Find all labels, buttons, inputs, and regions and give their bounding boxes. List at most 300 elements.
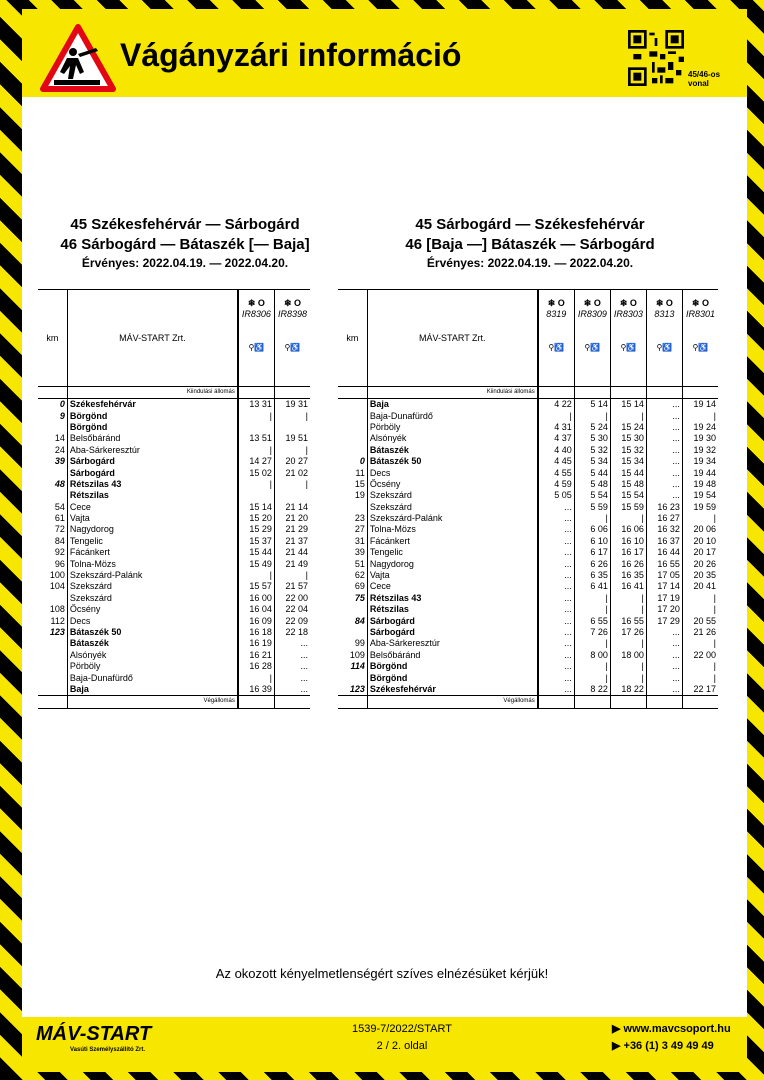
station-name: Szekszárd-Palánk xyxy=(369,513,443,524)
time-cell: 19 31 xyxy=(274,399,310,411)
time-cell: ... xyxy=(274,638,310,649)
time-cell: 16 35 xyxy=(610,570,646,581)
time-cell: | xyxy=(274,445,310,456)
time-cell xyxy=(538,696,575,708)
km-cell: 15 xyxy=(338,479,367,490)
station-name: Őcsény xyxy=(369,478,401,489)
station-name: Baja-Dunafürdő xyxy=(369,410,433,421)
timetable-row xyxy=(338,650,718,661)
time-cell: 16 32 xyxy=(646,524,682,535)
time-cell: 16 41 xyxy=(610,581,646,592)
station-name: Bátaszék xyxy=(369,444,409,455)
timetable-row xyxy=(38,570,310,581)
timetable-row xyxy=(38,581,310,592)
time-cell: 8 00 xyxy=(574,650,610,661)
time-cell: 16 55 xyxy=(646,558,682,569)
time-cell: 16 18 xyxy=(238,627,275,638)
page-number: 2 / 2. oldal xyxy=(376,1040,428,1052)
timetable-row xyxy=(38,445,310,456)
timetable-row xyxy=(38,650,310,661)
km-cell xyxy=(38,650,67,661)
time-cell: 5 34 xyxy=(574,456,610,467)
time-cell: 16 37 xyxy=(646,536,682,547)
time-cell: 8 22 xyxy=(574,684,610,696)
station-name: Pörböly xyxy=(369,421,401,432)
time-cell: ... xyxy=(646,650,682,661)
time-cell: ... xyxy=(538,661,575,672)
time-cell: 13 51 xyxy=(238,433,275,444)
time-cell: 15 14 xyxy=(610,399,646,411)
km-cell xyxy=(38,467,67,478)
station-name: Aba-Sárkeresztúr xyxy=(369,638,440,649)
time-cell: 4 40 xyxy=(538,445,575,456)
time-cell: 16 04 xyxy=(238,604,275,615)
time-cell: ... xyxy=(646,638,682,649)
timetable-row xyxy=(38,467,310,478)
right-timetable xyxy=(338,289,718,709)
time-cell: | xyxy=(610,593,646,604)
time-cell: 16 06 xyxy=(610,524,646,535)
mav-start-logo: MÁV-START xyxy=(36,1023,152,1045)
km-cell: 104 xyxy=(38,581,67,592)
time-cell: 6 55 xyxy=(574,615,610,626)
station-name: Belsőbáránd xyxy=(369,649,421,660)
km-cell: 112 xyxy=(38,615,67,626)
timetable-row xyxy=(338,593,718,604)
station-name: Sárbogárd xyxy=(369,627,415,637)
station-name: Sárbogárd xyxy=(69,456,115,467)
km-cell: 9 xyxy=(38,410,67,421)
km-cell xyxy=(38,696,67,708)
time-cell: 15 48 xyxy=(610,479,646,490)
km-cell: 92 xyxy=(38,547,67,558)
time-cell: 21 29 xyxy=(274,524,310,535)
time-cell xyxy=(274,422,310,433)
station-name: Szekszárd-Palánk xyxy=(69,570,143,581)
end-station-label: Végállomás xyxy=(367,696,537,708)
time-cell: ... xyxy=(538,684,575,696)
station-name: Tengelic xyxy=(369,547,403,558)
time-cell: 15 44 xyxy=(610,467,646,478)
timetable-row xyxy=(338,467,718,478)
roadwork-warning-icon xyxy=(40,24,116,92)
km-cell: 0 xyxy=(338,456,367,467)
station-name: Decs xyxy=(69,615,91,626)
time-cell xyxy=(682,387,718,399)
time-cell: 22 00 xyxy=(682,650,718,661)
km-cell: 123 xyxy=(338,684,367,696)
time-cell: 14 27 xyxy=(238,456,275,467)
train-number: IR8309 xyxy=(577,309,607,319)
km-cell: 123 xyxy=(38,627,67,638)
timetable-row xyxy=(338,410,718,421)
station-name: Szekszárd xyxy=(369,501,412,512)
left-timetable xyxy=(38,289,310,709)
train-number-header xyxy=(682,290,718,387)
timetable-row xyxy=(38,604,310,615)
time-cell: 19 51 xyxy=(274,433,310,444)
time-cell: 16 09 xyxy=(238,615,275,626)
time-cell: 6 10 xyxy=(574,536,610,547)
station-name: Rétszilas 43 xyxy=(369,592,422,603)
time-cell: 16 28 xyxy=(238,661,275,672)
timetable-row xyxy=(38,422,310,433)
time-cell xyxy=(538,387,575,399)
train-number-header xyxy=(238,290,275,387)
snowflake-icon: ❄ O xyxy=(655,298,673,308)
timetable-row xyxy=(38,410,310,421)
timetable-row xyxy=(338,604,718,615)
time-cell: ... xyxy=(538,581,575,592)
time-cell: 15 49 xyxy=(238,558,275,569)
station-name: Szekszárd xyxy=(69,592,112,603)
train-number: IR8301 xyxy=(685,309,715,319)
time-cell: 16 26 xyxy=(610,558,646,569)
bike-accessible-icon: ⚲♿ xyxy=(548,343,565,352)
time-cell: ... xyxy=(538,524,575,535)
train-number: IR8306 xyxy=(241,309,271,319)
time-cell: ... xyxy=(646,422,682,433)
station-name: Tengelic xyxy=(69,535,103,546)
train-number: IR8398 xyxy=(277,309,307,319)
km-cell xyxy=(338,672,367,683)
operator-header: MÁV-START Zrt. xyxy=(67,290,238,387)
timetable-row xyxy=(38,672,310,683)
timetable-row xyxy=(338,490,718,501)
timetable-row xyxy=(338,627,718,638)
time-cell: ... xyxy=(538,615,575,626)
train-number-header xyxy=(274,290,310,387)
timetable-row xyxy=(338,479,718,490)
timetable-row xyxy=(338,558,718,569)
train-number: IR8303 xyxy=(613,309,643,319)
time-cell: 15 32 xyxy=(610,445,646,456)
station-name: Szekszárd xyxy=(69,581,112,592)
time-cell: ... xyxy=(538,547,575,558)
timetable-row xyxy=(338,502,718,513)
time-cell: 4 59 xyxy=(538,479,575,490)
timetable-row xyxy=(38,638,310,649)
time-cell: ... xyxy=(646,479,682,490)
operator-header: MÁV-START Zrt. xyxy=(367,290,537,387)
timetable-row xyxy=(38,433,310,444)
timetable-row xyxy=(38,547,310,558)
snowflake-icon: ❄ O xyxy=(691,298,709,308)
timetable-row xyxy=(338,615,718,626)
time-cell: ... xyxy=(538,502,575,513)
time-cell: 6 26 xyxy=(574,558,610,569)
time-cell: | xyxy=(574,661,610,672)
time-cell: 19 44 xyxy=(682,467,718,478)
bike-accessible-icon: ⚲♿ xyxy=(248,343,265,352)
logo-subtitle: Vasúti Személyszállító Zrt. xyxy=(70,1047,146,1053)
time-cell: 5 59 xyxy=(574,502,610,513)
km-header: km xyxy=(38,290,67,387)
time-cell xyxy=(238,387,275,399)
time-cell: ... xyxy=(274,661,310,672)
train-number-header xyxy=(538,290,575,387)
time-cell: | xyxy=(610,672,646,683)
snowflake-icon: ❄ O xyxy=(583,298,601,308)
time-cell: 15 59 xyxy=(610,502,646,513)
time-cell: 18 22 xyxy=(610,684,646,696)
time-cell: 19 48 xyxy=(682,479,718,490)
train-number: 8319 xyxy=(546,309,567,319)
time-cell: 6 35 xyxy=(574,570,610,581)
km-cell xyxy=(38,672,67,683)
timetable-row xyxy=(338,661,718,672)
km-cell: 61 xyxy=(38,513,67,524)
time-cell: 22 09 xyxy=(274,615,310,626)
km-cell: 23 xyxy=(338,513,367,524)
station-name: Nagydorog xyxy=(369,558,414,569)
station-name: Decs xyxy=(369,467,391,478)
km-cell: 84 xyxy=(338,615,367,626)
time-cell: 20 26 xyxy=(682,558,718,569)
station-name: Baja xyxy=(369,399,389,410)
time-cell: ... xyxy=(538,558,575,569)
end-station-label: Végállomás xyxy=(67,696,238,708)
time-cell: 22 18 xyxy=(274,627,310,638)
km-cell: 0 xyxy=(38,399,67,411)
time-cell: 4 55 xyxy=(538,467,575,478)
bike-accessible-icon: ⚲♿ xyxy=(656,343,673,352)
website-link[interactable]: www.mavcsoport.hu xyxy=(623,1023,731,1035)
time-cell: 15 20 xyxy=(238,513,275,524)
time-cell: ... xyxy=(646,627,682,638)
km-cell: 114 xyxy=(338,661,367,672)
km-cell xyxy=(38,387,67,399)
km-cell: 19 xyxy=(338,490,367,501)
timetable-row xyxy=(38,513,310,524)
arrow-icon: ▶ xyxy=(612,1023,624,1035)
station-name: Börgönd xyxy=(369,672,408,683)
timetable-row xyxy=(38,684,310,696)
time-cell: | xyxy=(610,661,646,672)
timetable-row xyxy=(338,456,718,467)
time-cell: | xyxy=(538,410,575,421)
timetable-row xyxy=(38,399,310,411)
time-cell: 18 00 xyxy=(610,650,646,661)
right-timetable-title: 45 Sárbogárd — Székesfehérvár 46 [Baja —] Bátaszék — Sárbogárd Érvényes: 2022.04.19. — 2022.04.20. xyxy=(405,216,655,270)
time-cell: 16 00 xyxy=(238,593,275,604)
time-cell: ... xyxy=(538,570,575,581)
time-cell: 16 17 xyxy=(610,547,646,558)
time-cell: ... xyxy=(646,661,682,672)
time-cell: 5 30 xyxy=(574,433,610,444)
time-cell: 19 54 xyxy=(682,490,718,501)
station-name: Rétszilas 43 xyxy=(69,478,122,489)
time-cell: 17 26 xyxy=(610,627,646,638)
time-cell: 5 24 xyxy=(574,422,610,433)
time-cell: 6 17 xyxy=(574,547,610,558)
station-name: Bátaszék 50 xyxy=(69,627,122,637)
train-number: 8313 xyxy=(654,309,675,319)
station-name: Cece xyxy=(369,581,391,592)
time-cell: | xyxy=(274,410,310,421)
km-cell xyxy=(338,422,367,433)
bike-accessible-icon: ⚲♿ xyxy=(620,343,637,352)
time-cell: 5 05 xyxy=(538,490,575,501)
time-cell xyxy=(238,422,275,433)
time-cell: 5 32 xyxy=(574,445,610,456)
km-cell xyxy=(338,387,367,399)
time-cell: | xyxy=(682,410,718,421)
time-cell: 22 00 xyxy=(274,593,310,604)
station-name: Baja-Dunafürdő xyxy=(69,672,133,683)
snowflake-icon: ❄ O xyxy=(547,298,565,308)
train-number-header xyxy=(574,290,610,387)
footer-contact xyxy=(612,1021,731,1055)
timetable-row xyxy=(38,536,310,547)
time-cell: | xyxy=(574,638,610,649)
km-header: km xyxy=(338,290,367,387)
time-cell: ... xyxy=(646,467,682,478)
time-cell: 21 02 xyxy=(274,467,310,478)
time-cell: 15 34 xyxy=(610,456,646,467)
time-cell: 5 44 xyxy=(574,467,610,478)
doc-id: 1539-7/2022/START xyxy=(352,1023,452,1035)
time-cell: ... xyxy=(538,513,575,524)
timetable-row xyxy=(38,627,310,638)
time-cell: 16 55 xyxy=(610,615,646,626)
station-name: Sárbogárd xyxy=(369,615,415,626)
time-cell: 15 29 xyxy=(238,524,275,535)
timetable-row xyxy=(38,615,310,626)
time-cell xyxy=(238,696,275,708)
time-cell: 4 37 xyxy=(538,433,575,444)
time-cell: | xyxy=(682,604,718,615)
km-cell: 14 xyxy=(38,433,67,444)
train-number-header xyxy=(646,290,682,387)
station-name: Börgönd xyxy=(369,661,408,672)
time-cell: 21 49 xyxy=(274,558,310,569)
time-cell: ... xyxy=(646,684,682,696)
time-cell: 5 48 xyxy=(574,479,610,490)
km-cell: 62 xyxy=(338,570,367,581)
timetable-row xyxy=(338,513,718,524)
timetable-row xyxy=(38,479,310,490)
time-cell: 21 44 xyxy=(274,547,310,558)
time-cell: 15 02 xyxy=(238,467,275,478)
km-cell xyxy=(338,445,367,456)
station-name: Vajta xyxy=(69,513,90,524)
phone-number[interactable]: +36 (1) 3 49 49 49 xyxy=(623,1040,714,1052)
time-cell: | xyxy=(574,410,610,421)
time-cell: 17 29 xyxy=(646,615,682,626)
time-cell: | xyxy=(610,638,646,649)
time-cell: 16 23 xyxy=(646,502,682,513)
time-cell: 4 45 xyxy=(538,456,575,467)
km-cell xyxy=(38,638,67,649)
bike-accessible-icon: ⚲♿ xyxy=(284,343,301,352)
page-title: Vágányzári információ xyxy=(120,37,462,73)
km-cell xyxy=(38,422,67,433)
time-cell: 17 20 xyxy=(646,604,682,615)
time-cell: 15 14 xyxy=(238,502,275,513)
station-name: Belsőbáránd xyxy=(69,433,121,444)
train-number-header xyxy=(610,290,646,387)
time-cell: | xyxy=(610,513,646,524)
timetable-row xyxy=(338,672,718,683)
time-cell: ... xyxy=(646,433,682,444)
station-name: Sárbogárd xyxy=(69,467,115,478)
time-cell: 6 41 xyxy=(574,581,610,592)
time-cell: | xyxy=(682,638,718,649)
time-cell xyxy=(646,696,682,708)
time-cell: 20 27 xyxy=(274,456,310,467)
time-cell: ... xyxy=(538,672,575,683)
time-cell: | xyxy=(682,593,718,604)
km-cell: 75 xyxy=(338,593,367,604)
bike-accessible-icon: ⚲♿ xyxy=(692,343,709,352)
time-cell: | xyxy=(574,672,610,683)
snowflake-icon: ❄ O xyxy=(283,298,301,308)
time-cell: 5 14 xyxy=(574,399,610,411)
station-name: Pörböly xyxy=(69,661,101,672)
km-cell: 11 xyxy=(338,467,367,478)
km-cell: 39 xyxy=(38,456,67,467)
snowflake-icon: ❄ O xyxy=(247,298,265,308)
timetable-row xyxy=(338,570,718,581)
km-cell xyxy=(38,490,67,501)
time-cell: ... xyxy=(274,672,310,683)
time-cell: 21 14 xyxy=(274,502,310,513)
time-cell: 16 21 xyxy=(238,650,275,661)
time-cell xyxy=(574,387,610,399)
km-cell xyxy=(338,502,367,513)
km-cell: 108 xyxy=(38,604,67,615)
time-cell: 21 57 xyxy=(274,581,310,592)
time-cell: ... xyxy=(274,684,310,696)
time-cell: 20 41 xyxy=(682,581,718,592)
km-cell: 48 xyxy=(38,479,67,490)
time-cell: ... xyxy=(646,456,682,467)
time-cell: | xyxy=(682,513,718,524)
time-cell: ... xyxy=(274,650,310,661)
time-cell: ... xyxy=(538,627,575,638)
arrow-icon: ▶ xyxy=(612,1040,624,1052)
footer xyxy=(22,1017,747,1072)
time-cell: 4 31 xyxy=(538,422,575,433)
time-cell: 19 34 xyxy=(682,456,718,467)
station-name: Börgönd xyxy=(69,421,108,432)
timetable-row xyxy=(338,536,718,547)
bike-accessible-icon: ⚲♿ xyxy=(584,343,601,352)
km-cell xyxy=(338,433,367,444)
time-cell: 16 19 xyxy=(238,638,275,649)
time-cell: 15 30 xyxy=(610,433,646,444)
km-cell: 109 xyxy=(338,650,367,661)
time-cell: 16 27 xyxy=(646,513,682,524)
time-cell: 13 31 xyxy=(238,399,275,411)
station-name: Vajta xyxy=(369,570,390,581)
time-cell: 19 32 xyxy=(682,445,718,456)
time-cell: 21 37 xyxy=(274,536,310,547)
time-cell: | xyxy=(682,661,718,672)
time-cell: | xyxy=(574,593,610,604)
time-cell: 19 30 xyxy=(682,433,718,444)
km-cell: 27 xyxy=(338,524,367,535)
time-cell: | xyxy=(610,410,646,421)
start-station-label: Kiindulási állomás xyxy=(67,387,238,399)
km-cell xyxy=(338,696,367,708)
time-cell: ... xyxy=(646,445,682,456)
time-cell: ... xyxy=(538,593,575,604)
km-cell xyxy=(38,661,67,672)
time-cell: | xyxy=(574,513,610,524)
km-cell xyxy=(38,684,67,696)
